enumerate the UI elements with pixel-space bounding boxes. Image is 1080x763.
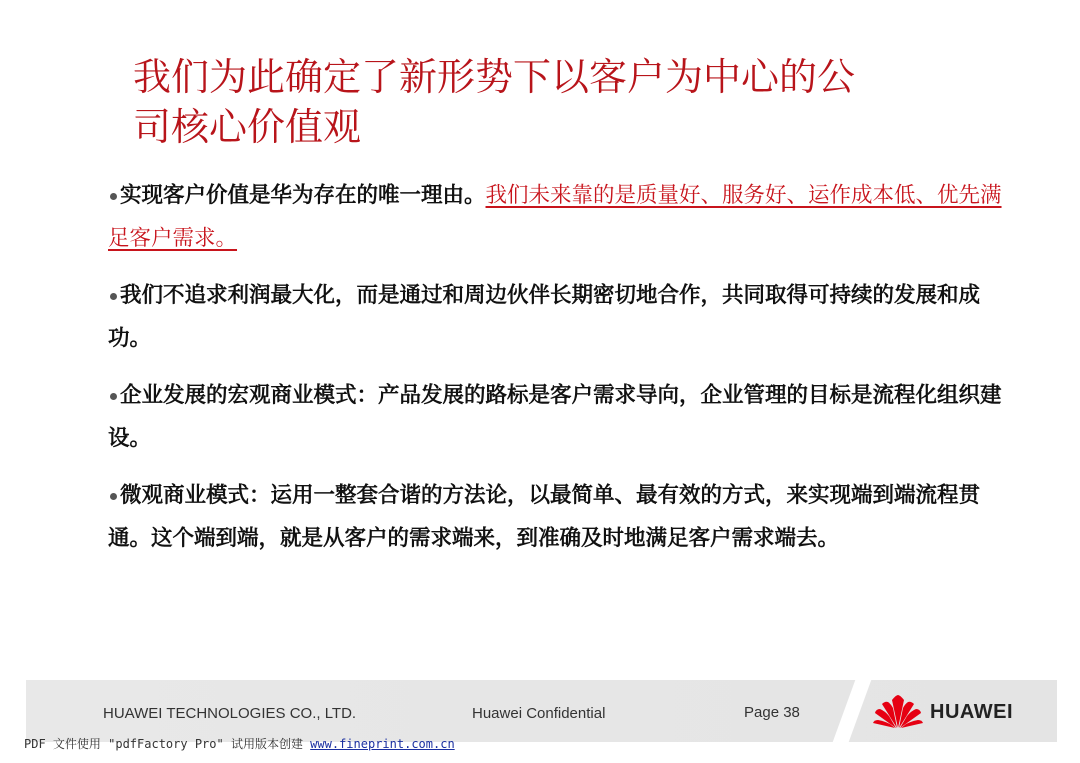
bullet-dot-icon [110, 493, 117, 500]
pdf-watermark [24, 735, 455, 752]
bullet-item-1 [108, 174, 1008, 260]
bullet-dot-icon [110, 393, 117, 400]
bullet-item-3 [108, 374, 1008, 460]
bullet-text: 实现客户价值是华为存在的唯一理由。 [120, 183, 486, 208]
bullet-dot-icon [110, 293, 117, 300]
bullet-list [108, 174, 1008, 574]
huawei-flower-icon [872, 694, 924, 730]
bullet-item-4 [108, 474, 1008, 560]
bullet-text: 企业发展的宏观商业模式：产品发展的路标是客户需求导向，企业管理的目标是流程化组织建设。 [108, 383, 1002, 451]
slide-title-line-2: 司核心价值观 [133, 105, 362, 149]
huawei-logo [872, 694, 1013, 730]
bullet-text: 我们不追求利润最大化，而是通过和周边伙伴长期密切地合作，共同取得可持续的发展和成功。 [108, 283, 981, 351]
bullet-dot-icon [110, 193, 117, 200]
footer-confidential: Huawei Confidential [472, 705, 606, 722]
bullet-text: 微观商业模式：运用一整套合谐的方法论，以最简单、最有效的方式，来实现端到端流程贯通。这个端到端，就是从客户的需求端来，到准确及时地满足客户需求端去。 [108, 483, 981, 551]
watermark-text: PDF 文件使用 "pdfFactory Pro" 试用版本创建 [24, 737, 311, 751]
slide-title [133, 52, 1033, 152]
slide-title-line-1: 我们为此确定了新形势下以客户为中心的公 [133, 55, 856, 99]
footer-company: HUAWEI TECHNOLOGIES CO., LTD. [103, 705, 357, 722]
bullet-item-2 [108, 274, 1008, 360]
huawei-logo-text: HUAWEI [930, 700, 1013, 723]
bullet-highlight-text: 我们未来靠的是质量好、服务好、运作成本低、优先满足客户需求。 [108, 183, 1002, 251]
footer-page-number: Page 38 [744, 704, 800, 721]
watermark-link[interactable]: www.fineprint.com.cn [310, 737, 455, 751]
